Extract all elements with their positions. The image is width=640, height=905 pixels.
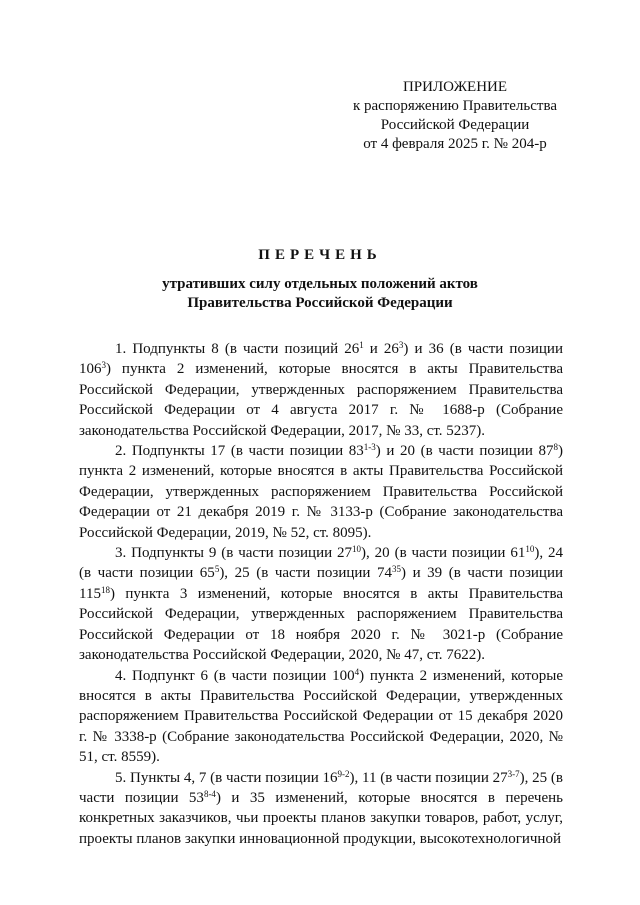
text-run: ) и 35 изменений, которые вносятся в перечень конкретных заказчиков, чьи проекты планов закупки товаров, работ, услуг, проекты планов закупки инновационной продукции, высокотехнологичной xyxy=(79,789,563,847)
text-run: ) и 39 (в части позиции 115 xyxy=(79,565,563,602)
annex-label: ПРИЛОЖЕНИЕ xyxy=(402,79,508,95)
annex-authority: Российской Федерации xyxy=(380,117,530,133)
text-run: ) пункта 3 изменений, которые вносятся в акты Правительства Российской Федерации, утвержденных распоряжением Правительства Российской Федерации от 18 ноября 2020 г. № 3021-р (Собрание законодательства Российской Федерации, 2020, № 47, ст. 7622). xyxy=(79,585,563,664)
list-item-5 xyxy=(79,768,563,850)
superscript: 3 xyxy=(101,360,106,371)
superscript: 3 xyxy=(398,340,404,350)
text-run: 3. Подпункты 9 (в части позиции 27 xyxy=(115,545,353,562)
text-run: 2. Подпункты 17 (в части позиции 83 xyxy=(115,443,364,460)
list-item-1 xyxy=(79,339,563,441)
document-body xyxy=(79,339,563,849)
annex-header xyxy=(320,78,590,154)
superscript: 10 xyxy=(525,544,535,555)
list-item-3 xyxy=(79,543,563,665)
superscript: 10 xyxy=(352,544,362,555)
list-item-2 xyxy=(79,441,563,543)
text-run: ), 25 (в части позиции 53 xyxy=(79,769,563,806)
text-run: 1. Подпункты 8 (в части позиций 26 xyxy=(115,341,360,357)
text-run: ), 24 (в части позиции 65 xyxy=(79,545,563,582)
text-run: 5. Пункты 4, 7 (в части позиции 16 xyxy=(115,769,338,786)
text-run: 4. Подпункт 6 (в части позиции 100 xyxy=(115,667,355,684)
superscript: 1-3 xyxy=(363,442,376,453)
superscript: 8-4 xyxy=(203,788,216,799)
text-run: и 26 xyxy=(363,341,399,357)
subtitle-line-1: утративших силу отдельных положений актов xyxy=(162,276,478,292)
superscript: 35 xyxy=(392,564,402,575)
superscript: 9-2 xyxy=(337,768,350,779)
text-run: ) пункта 2 изменений, которые вносятся в акты Правительства Российской Федерации, утвержденных распоряжением Правительства Российской Федерации от 15 декабря 2020 г. № 3338-р (Собрание законодательства Российской Федерации, 2020, № 51, ст. 8559). xyxy=(79,667,563,766)
list-item-4 xyxy=(79,666,563,768)
text-run: ) пункта 2 изменений, которые вносятся в акты Правительства Российской Федерации, утвержденных распоряжением Правительства Российской Федерации от 4 августа 2017 г. № 1688-р (Собрание законодательства Российской Федерации, 2017, № 33, ст. 5237). xyxy=(79,361,563,439)
text-run: ) и 36 (в части позиции 106 xyxy=(79,341,563,378)
text-run: ) пункта 2 изменений, которые вносятся в акты Правительства Российской Федерации, утвержденных распоряжением Правительства Российской Федерации от 21 декабря 2019 г. № 3133-р (Собрание законодательства Российской Федерации, 2019, № 52, ст. 8095). xyxy=(79,443,563,541)
superscript: 8 xyxy=(553,442,558,453)
annex-order-ref: к распоряжению Правительства xyxy=(352,98,557,114)
text-run: ), 20 (в части позиции 61 xyxy=(361,545,526,562)
annex-date-number: от 4 февраля 2025 г. № 204-р xyxy=(363,136,547,152)
superscript: 3-7 xyxy=(507,768,520,779)
document-title: ПЕРЕЧЕНЬ xyxy=(258,247,382,263)
subtitle-line-2: Правительства Российской Федерации xyxy=(187,295,453,311)
text-run: ), 25 (в части позиции 74 xyxy=(219,565,393,582)
text-run: ), 11 (в части позиции 27 xyxy=(349,769,508,786)
superscript: 5 xyxy=(214,564,220,575)
superscript: 1 xyxy=(359,340,364,350)
text-run: ) и 20 (в части позиции 87 xyxy=(375,443,554,460)
superscript: 4 xyxy=(354,666,360,677)
superscript: 18 xyxy=(100,584,110,595)
document-subtitle xyxy=(0,275,640,313)
